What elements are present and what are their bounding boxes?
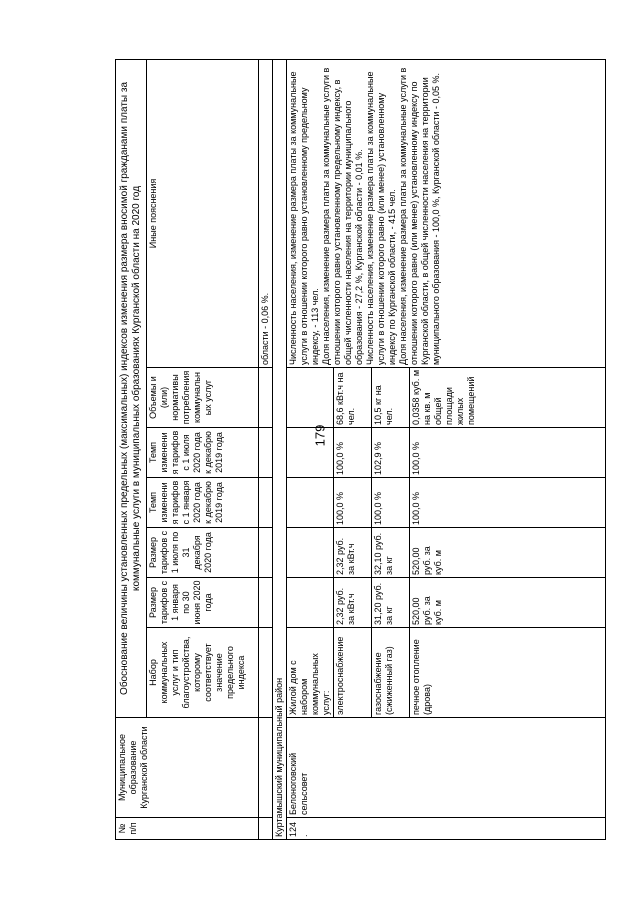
- tariff-jul-value: 2,32 руб. за кВт.ч: [333, 528, 371, 578]
- header-services: Набор коммунальных услуг и тип благоустройства, которому соответствует значение предельного индекса: [147, 628, 259, 718]
- tariff-jan-value: 520,00 руб. за куб. м: [409, 578, 605, 628]
- district-name: Куртамышский муниципальный район: [272, 59, 286, 839]
- header-num: № п/п: [116, 818, 259, 840]
- header-rate-jul: Темп изменения тарифов с 1 июля 2020 года к декабрю 2019 года: [147, 428, 259, 478]
- header-rate-jan: Темп изменения тарифов с 1 января 2020 года к декабрю 2019 года: [147, 478, 259, 528]
- service-name: газоснабжение (сжиженный газ): [371, 628, 409, 718]
- tariff-jan-value: 31,20 руб. за кг: [371, 578, 409, 628]
- tariff-jul-value: 32,10 руб. за кг: [371, 528, 409, 578]
- entry-municipality: Белоноговский сельсовет: [286, 718, 605, 818]
- rate-jul-value: 100,0 %: [333, 428, 371, 478]
- tariff-jul-value: 520,00 руб. за куб. м: [409, 528, 605, 578]
- page-number: 179: [312, 424, 328, 447]
- tariff-index-table: [115, 59, 606, 840]
- rate-jan-value: 100,0 %: [409, 478, 605, 528]
- volume-value: 10,5 кг на чел.: [371, 368, 409, 428]
- rate-jan-value: 100,0 %: [371, 478, 409, 528]
- district-row: [272, 59, 286, 839]
- header-tariff-jul: Размер тарифов с 1 июля по 31 декабря 2020 года: [147, 528, 259, 578]
- header-volumes: Объемы и (или) нормативы потребления коммунальных услуг: [147, 368, 259, 428]
- entry-row: [286, 59, 333, 839]
- carryover-note: области - 0,06 %.: [259, 59, 273, 367]
- service-name: печное отопление (дрова): [409, 628, 605, 718]
- carryover-row: [259, 59, 273, 839]
- header-tariff-jan: Размер тарифов с 1 января по 30 июня 2020 года: [147, 578, 259, 628]
- header-municipality: Муниципальное образование Курганской области: [116, 718, 259, 818]
- service-name: электроснабжение: [333, 628, 371, 718]
- rate-jul-value: 102,9 %: [371, 428, 409, 478]
- rotated-table-container: [115, 60, 600, 840]
- entry-notes: Численность населения, изменение размера платы за коммунальные услуги в отношении которого равно установленному предельному индексу, - 113 чел. Доля населения, изменение размера платы за коммунальные услуги в отношении которого равно установленному предельному индексу, в общей численности населения на территории муниципального образования - 27,2 %, Курганской области - 0,01 %. Численность населения, изменение размера платы за коммунальные услуги в отношении которого равно (или менее) установленному индексу по Курганской области, - 415 чел. Доля населения, изменение размера платы за коммунальные услуги в отношении которого равно (или менее) установленному индексу по Курганской области, в общей численности населения на территории муниципального образования - 100,0 %, Курганской области - 0,05 %.: [286, 59, 605, 367]
- rate-jan-value: 100,0 %: [333, 478, 371, 528]
- tariff-jan-value: 2,32 руб. за кВт.ч: [333, 578, 371, 628]
- entry-house: Жилой дом с набором коммунальных услуг:: [286, 628, 333, 718]
- table-title: Обоснование величины установленных предельных (максимальных) индексов изменения размера вносимой гражданами платы за коммунальные услуги в муниципальных образованиях Курганской области на 2020 год: [116, 59, 147, 717]
- header-notes: Иные пояснения: [147, 59, 259, 367]
- volume-value: 68,6 кВт.ч на чел.: [333, 368, 371, 428]
- entry-num: 124.: [286, 818, 605, 840]
- rate-jul-value: 100,0 %: [409, 428, 605, 478]
- volume-value: 0,0358 куб. м на кв. м общей площади жилых помещений: [409, 368, 605, 428]
